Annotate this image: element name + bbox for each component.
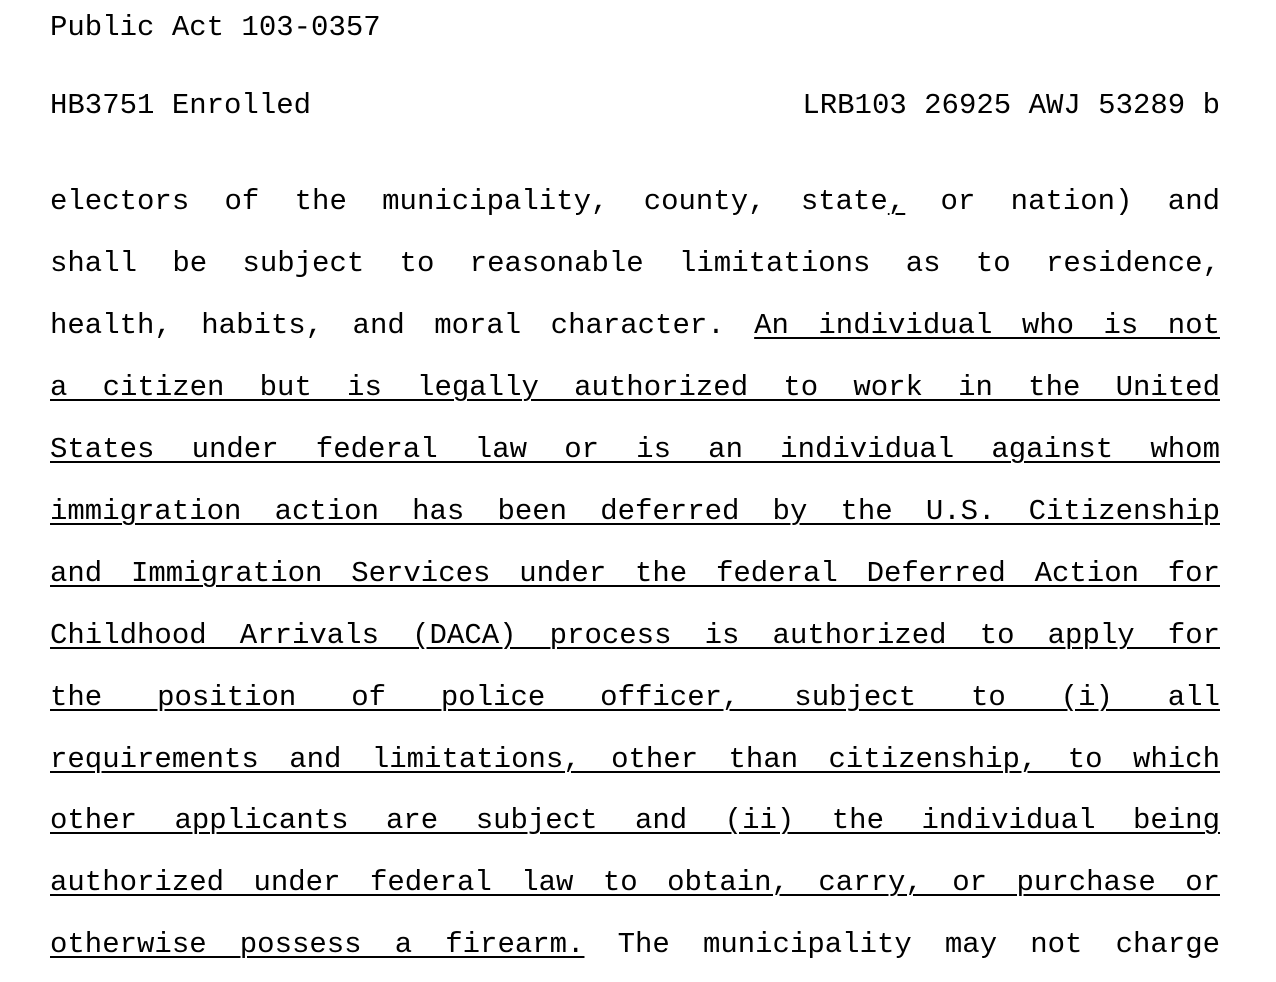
existing-text: The municipality may not charge <box>584 928 1221 961</box>
text-line-2 <box>50 244 1220 284</box>
text-line-8 <box>50 616 1220 656</box>
inserted-text: otherwise possess a firearm. <box>50 928 585 961</box>
existing-text: or nation) and <box>905 185 1220 218</box>
public-act-number: Public Act 103-0357 <box>50 11 381 44</box>
bill-number: HB3751 Enrolled <box>50 89 312 122</box>
existing-text: health, habits, and moral character. <box>50 309 755 342</box>
inserted-text: Childhood Arrivals (DACA) process is authorized to apply for <box>50 619 1220 652</box>
text-line-1 <box>50 182 1220 222</box>
inserted-text: a citizen but is legally authorized to work in the United <box>50 371 1220 404</box>
text-line-4 <box>50 368 1220 408</box>
text-line-3 <box>50 306 1220 346</box>
inserted-text: requirements and limitations, other than citizenship, to which <box>50 743 1220 776</box>
text-line-10 <box>50 740 1220 780</box>
text-line-11 <box>50 801 1220 841</box>
text-line-9 <box>50 678 1220 718</box>
text-line-12 <box>50 863 1220 903</box>
existing-text: electors of the municipality, county, state <box>50 185 888 218</box>
lrb-reference: LRB103 26925 AWJ 53289 b <box>802 89 1220 122</box>
inserted-text: other applicants are subject and (ii) the individual being <box>50 804 1220 837</box>
text-line-5 <box>50 430 1220 470</box>
inserted-text: An individual who is not <box>754 309 1220 342</box>
inserted-comma: , <box>887 185 906 218</box>
inserted-text: immigration action has been deferred by the U.S. Citizenship <box>50 495 1220 528</box>
existing-text: shall be subject to reasonable limitations as to residence, <box>50 247 1220 280</box>
inserted-text: the position of police officer, subject to (i) all <box>50 681 1220 714</box>
inserted-text: and Immigration Services under the federal Deferred Action for <box>50 557 1220 590</box>
text-line-7 <box>50 554 1220 594</box>
text-line-6 <box>50 492 1220 532</box>
inserted-text: States under federal law or is an individual against whom <box>50 433 1220 466</box>
text-line-13 <box>50 925 1220 965</box>
inserted-text: authorized under federal law to obtain, carry, or purchase or <box>50 866 1220 899</box>
